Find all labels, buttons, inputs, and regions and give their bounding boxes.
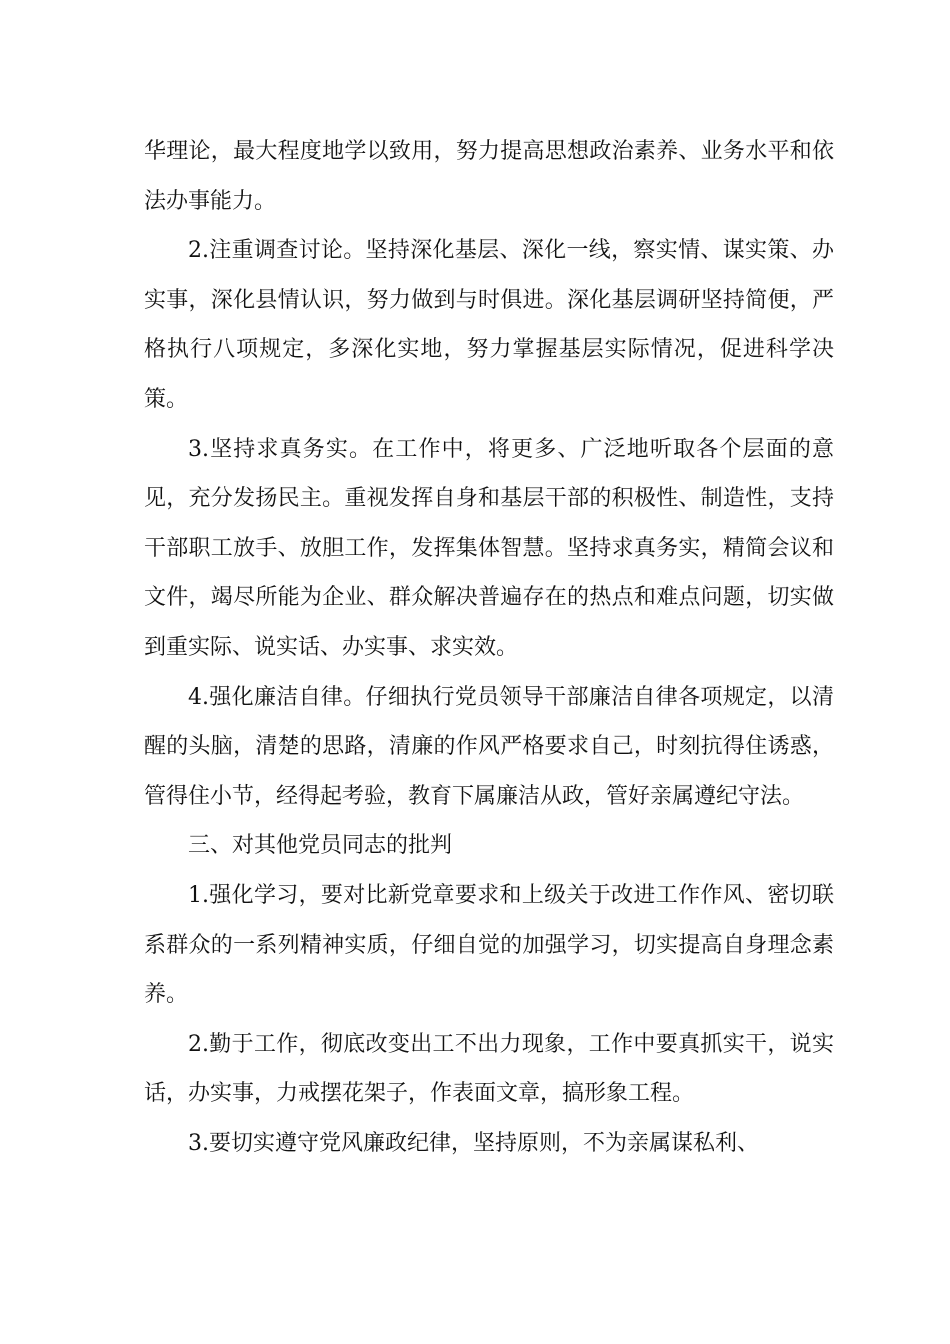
paragraph: 4.强化廉洁自律。仔细执行党员领导干部廉洁自律各项规定，以清醒的头脑，清楚的思路，清廉的作风严格要求自己，时刻抗得住诱惑，管得住小节，经得起考验，教育下属廉洁从政，管好亲属遵纪守法。 xyxy=(144,684,834,809)
paragraph: 3.坚持求真务实。在工作中，将更多、广泛地听取各个层面的意见，充分发扬民主。重视发挥自身和基层干部的积极性、制造性，支持干部职工放手、放胆工作，发挥集体智慧。坚持求真务实，精简会议和文件，竭尽所能为企业、群众解决普遍存在的热点和难点问题，切实做到重实际、说实话、办实事、求实效。 xyxy=(144,436,834,660)
paragraph: 2.注重调查讨论。坚持深化基层、深化一线，察实情、谋实策、办实事，深化县情认识，努力做到与时俱进。深化基层调研坚持简便，严格执行八项规定，多深化实地，努力掌握基层实际情况，促进科学决策。 xyxy=(144,238,834,412)
paragraph: 2.勤于工作，彻底改变出工不出力现象，工作中要真抓实干，说实话，办实事，力戒摆花架子，作表面文章，搞形象工程。 xyxy=(144,1031,834,1107)
paragraph: 华理论，最大程度地学以致用，努力提高思想政治素养、业务水平和依法办事能力。 xyxy=(144,139,834,214)
section-heading: 三、对其他党员同志的批判 xyxy=(188,833,453,859)
paragraph: 3.要切实遵守党风廉政纪律，坚持原则，不为亲属谋私利、 xyxy=(188,1130,759,1156)
paragraph: 1.强化学习，要对比新党章要求和上级关于改进工作作风、密切联系群众的一系列精神实质，仔细自觉的加强学习，切实提高自身理念素养。 xyxy=(144,882,834,1008)
document-body xyxy=(144,127,834,1168)
